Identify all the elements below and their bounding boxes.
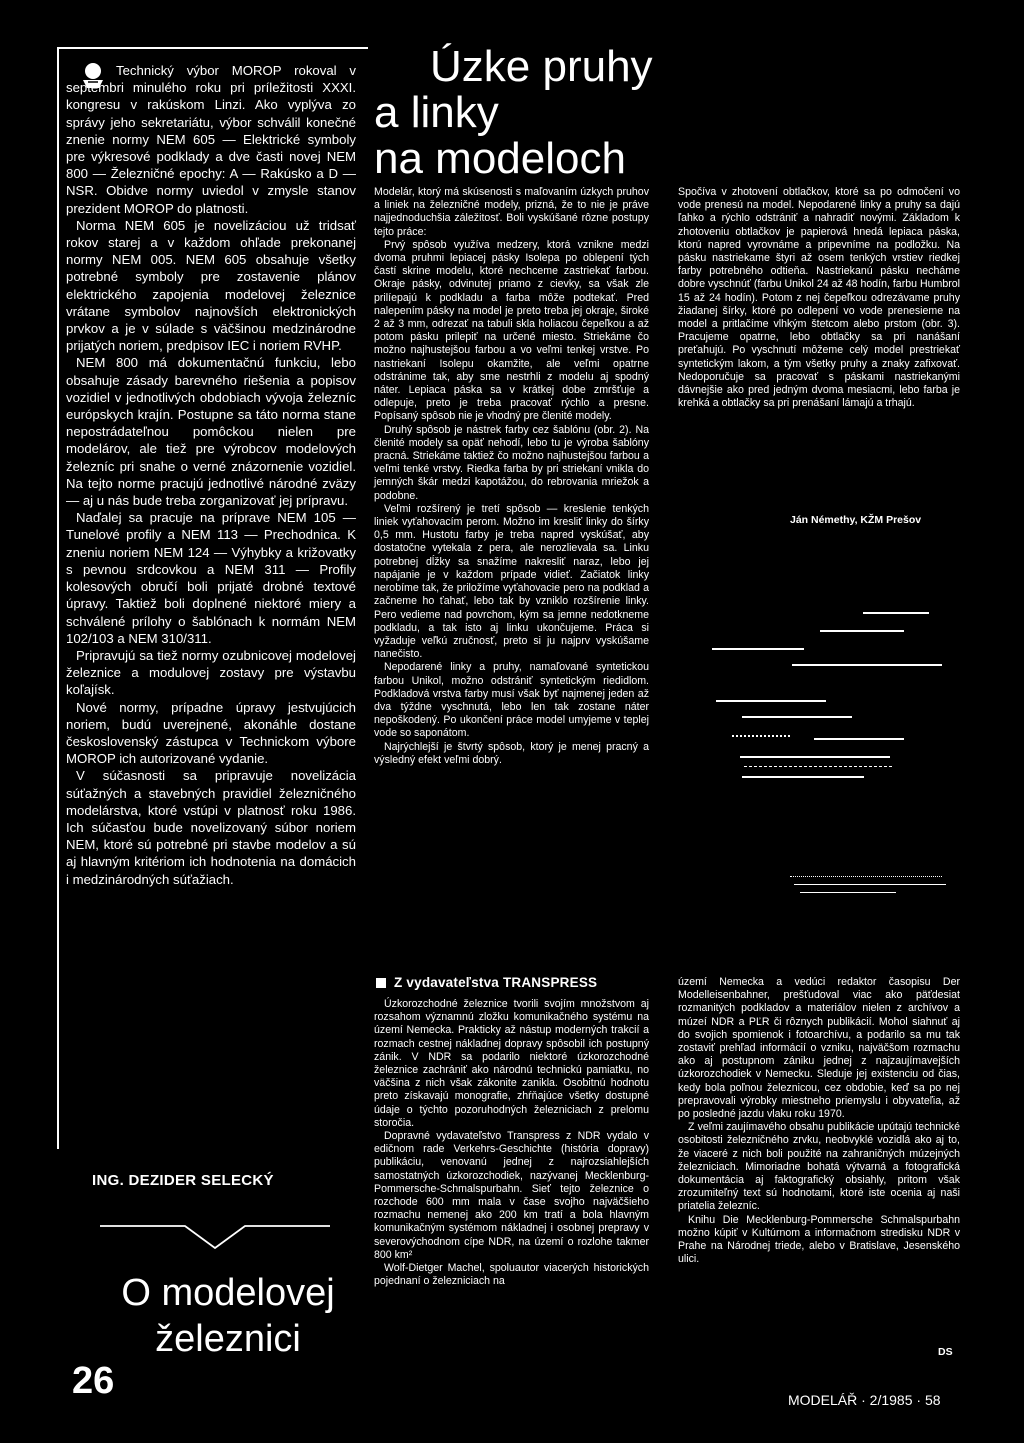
stripe-dashed-1 xyxy=(744,766,892,767)
bullet-square-icon xyxy=(376,978,386,988)
article-title-line1: Úzke pruhy xyxy=(430,42,653,91)
stripe-line-5 xyxy=(716,700,826,702)
transpress-col1-para-2: Dopravné vydavateľstvo Transpress z NDR vydalo v edičnom rade Verkehrs-Geschichte (história dopravy) publikáciu, venovanú jednej z najrozsiahlejších samostatných úzkorozchodiek, nazývanej Mecklenburg-Pommersche-Schmalspurbahn. Sieť tejto železnice o rozchode 600 mm mala v čase svojho najväčšieho rozmachu nemenej ako 200 km tratí a bola hlavným komunikačným systémom nákladnej i osobnej prepravy v severovýchodnom cípe NDR, na území o rozlohe takmer 800 km² xyxy=(374,1130,649,1261)
article-col1-para-2: Prvý spôsob využíva medzery, ktorá vznikne medzi dvoma pruhmi lepiacej pásky Isolepa po oblepení tých častí skrine modelu, ktoré nechceme zastriekať farbou. Okraje pásky, odvinutej priamo z cievky, sa však zle prilíepajú k podkladu a farba môže podtekať. Pred nalepením pásky na model je preto treba jej okraje, široké 2 až 3 mm, odrezať na tabuli skla holiacou čepeľkou a až potom pásku prilepiť na určené miesto. Striekáme čo možno najhustejšou farbou a vo veľmi tenkej vrstve. Po nastriekaní Isolepu okamžite, ale veľmi opatrne odstránime tak, aby sme nestrhli z modelu aj spodný náter. Lepiaca páska sa v krátkej dobe zmršťuje a odlepuje, preto je treba pracovať rýchlo a presne. Popísaný spôsob nie je vhodný pre členité modely. xyxy=(374,238,649,423)
stripe-line-2 xyxy=(820,630,904,632)
stripe-line-9 xyxy=(742,776,864,778)
article-title-line3: na modeloch xyxy=(374,134,626,183)
transpress-author: DS xyxy=(938,1346,953,1358)
left-paragraph-6: Nové normy, prípadne úpravy jestvujúcich noriem, budú uverejnené, akonáhle dostane československý zástupca v Technickom výbore MOROP ich autorizované vydanie. xyxy=(66,699,356,767)
left-column-text xyxy=(66,62,356,888)
article-author: Ján Némethy, KŽM Prešov xyxy=(790,514,922,526)
stripe-line-4 xyxy=(792,664,942,666)
article-col1-para-4: Veľmi rozšírený je tretí spôsob — kreslenie tenkých liniek vyťahovacím perom. Možno im kresliť linky do šírky 0,5 mm. Hustotu farby je treba napred vyskúšať, aby dostatočne vytekala z pera, ale nerozlievala sa. Linku potrebnej dĺžky sa snažíme nakresliť naraz, lebo jej napájanie je v každom prípade vidieť. Začiatok linky nerobíme tak, že priložíme vyťahovacie pero na podklad a začneme ho ťahať, lebo tak by vzniklo rozšírenie linky. Pero vedieme nad povrchom, kým sa jemne nedotkneme podkladu, a tak isto aj linku ukončujeme. Práca si vyžaduje veľkú zručnosť, preto si ju najprv vyskúšame nanečisto. xyxy=(374,502,649,661)
left-paragraph-4: Naďalej sa pracuje na príprave NEM 105 — Tunelové profily a NEM 113 — Prechodnica. K zneniu noriem NEM 124 — Výhybky a križovatky s pevnou srdcovkou a NEM 311 — Profily kolesových obručí boli prijaté drobné textové úpravy. Taktiež boli doplnené niektoré miery a schválené prílohy o šablónach k normám NEM 102/103 a NEM 310/311. xyxy=(66,510,356,646)
article-col1-para-5: Nepodarené linky a pruhy, namaľované syntetickou farbou Unikol, možno odstrániť syntetickým riedidlom. Podkladová vrstva farby musí však byť najmenej jeden až dva týždne vyschnutá, lebo len tak zostane náter nepoškodený. Po ukončení práce model umyjeme v teplej vode so saponátom. xyxy=(374,661,649,740)
stripe-dotted-2 xyxy=(790,876,942,877)
article-title-line2: a linky xyxy=(374,88,499,137)
section-title-line2: železnici xyxy=(155,1318,301,1360)
stripe-line-7 xyxy=(814,738,904,740)
stripe-line-11 xyxy=(800,892,896,893)
left-paragraph-5: Pripravujú sa tiež normy ozubnicovej modelovej železnice a modulovej zostavy pre výstavbu koľajísk. xyxy=(66,647,356,698)
v-divider xyxy=(100,1210,330,1250)
section-title xyxy=(98,1270,358,1362)
article-column-2 xyxy=(678,186,960,410)
article-title xyxy=(374,44,664,182)
transpress-col1-para-3: Wolf-Dietger Machel, spoluautor viacerých historických pojednaní o železniciach na xyxy=(374,1262,649,1288)
transpress-column-2 xyxy=(678,976,960,1266)
transpress-col2-para-3: Knihu Die Mecklenburg-Pommersche Schmalspurbahn možno kúpiť v Kultúrnom a informačnom stredisku NDR v Prahe na Národnej triede, alebo v Bratislave, Jesenského ulici. xyxy=(678,1213,960,1266)
transpress-col2-para-2: Z veľmi zaujímavého obsahu publikácie upútajú technické osobitosti železničného zrvku, neobvyklé vozidlá ako aj to, že viaceré z nich boli použité na zahraničných múzejných železniciach. Mimoriadne bohatá výtvarná a fotografická dokumentácia aj faktografický obsiahly, pritom však zrozumiteľný text sú hodnotami, ktoré iste ocenia aj naši priatelia železníc. xyxy=(678,1121,960,1213)
transpress-heading-text: Z vydavateľstva TRANSPRESS xyxy=(394,975,598,990)
left-paragraph-3: NEM 800 má dokumentačnú funkciu, lebo obsahuje zásady barevného riešenia a popisov vozidiel v jednotlivých obdobiach vývoja železníc európskych krajín. Postupne sa táto norma stane nepostrádateľnou pomôckou nielen pre modelárov, ale tiež pre výrobcov modelových železníc pri snahe o verné znázornenie vozidiel. Na tejto norme pracujú jednotlivé národné zväzy — aj u nás bude treba zorganizovať jej prípravu. xyxy=(66,355,356,509)
article-col2-para-1: Spočíva v zhotovení obtlačkov, ktoré sa po odmočení vo vode prenesú na model. Nepodarené linky a pruhy sa dajú ľahko a rýchlo odstrániť a nahradiť novými. Základom k zhotoveniu obtlačkov je papierová hnedá lepiaca páska, ktorú napred vyrovnáme a pripevníme na podložku. Na pásku nastriekame štyri až osem tenkých vrstiev riedkej farby potrebného odtieňa. Nastriekanú pásku necháme dobre vyschnúť (farbu Unikol 24 až 48 hodín, farbu Humbrol 15 až 24 hodín). Potom z nej čepeľkou odrezávame pruhy žiadanej šírky, ktoré po odlepení vo vode prenesieme na model a pritlačíme vlhkým štetcom alebo prstom (obr. 3). Pracujeme opatrne, lebo obtlačky sa pri nanášaní preťahujú. Po vyschnutí môžeme celý model prestriekať syntetickým lakom, a tým všetky pruhy a znaky zafixovať. Nedoporučuje sa pracovať s páskami nastriekanými dávnejšie ako pred jedným dvoma mesiacmi, lebo farba je krehká a obtlačky sa pri prenášaní lámajú a trhajú. xyxy=(678,186,960,410)
page-number: 26 xyxy=(72,1360,115,1402)
stripe-line-6 xyxy=(742,716,852,718)
article-col1-para-6: Najrýchlejší je štvrtý spôsob, ktorý je menej pracný a výsledný efekt veľmi dobrý. xyxy=(374,740,649,766)
left-paragraph-2: Norma NEM 605 je novelizáciou už tridsať rokov starej a v každom ohľade prekonanej normy NEM 005. NEM 605 obsahuje všetky potrebné symboly pre zostavenie plánov elektrického zapojenia modelovej železnice vrátane symbolov najnovších elektronických prvkov a je v súlade s väčšinou medzinárodne prijatých noriem, predpisov IEC i noriem RVHP. xyxy=(66,217,356,354)
left-author: ING. DEZIDER SELECKÝ xyxy=(92,1172,274,1189)
article-col1-para-1: Modelár, ktorý má skúsenosti s maľovaním úzkych pruhov a liniek na železničné modely, prizná, že to nie je práve najjednoduchšia záležitosť. Boli vyskúšané rôzne postupy tejto práce: xyxy=(374,186,649,238)
transpress-col2-para-1: území Nemecka a vedúci redaktor časopisu Der Modelleisenbahner, prešťudoval viac ako päťdesiat rozmanitých podkladov a materiálov nielen z archívov a múzeí NDR a PĽR či rôznych publikácií. Mohol siahnuť aj do svojich spomienok i fotoarchívu, a podarilo sa mu tak zostaviť prehľad informácií o vzniku, najväčšom rozmachu ako aj postupnom zániku jednej z najzaujímavejších úzkorozchodiek v Nemecku. Sleduje jej existenciu od čias, kedy bola poľnou železnicou, cez obdobie, keď sa po nej prepravovali výrobky miestneho priemyslu i obyvateľia, až po posledné jazdu vlaku roku 1970. xyxy=(678,976,960,1121)
magazine-footer: MODELÁŘ · 2/1985 · 58 xyxy=(788,1392,941,1408)
stripe-line-3 xyxy=(712,648,804,650)
section-title-line1: O modelovej xyxy=(121,1272,335,1314)
stripe-line-8 xyxy=(740,756,890,758)
transpress-heading xyxy=(376,975,597,990)
stripe-line-10 xyxy=(794,884,946,885)
article-column-1 xyxy=(374,186,649,767)
transpress-column-1 xyxy=(374,998,649,1288)
stripe-dotted-1 xyxy=(732,735,790,737)
transpress-col1-para-1: Úzkorozchodné železnice tvorili svojím množstvom aj rozsahom významnú zložku komunikačného systému na území Nemecka. Prakticky až nástup moderných trakcií a rozmach cestnej nákladnej dopravy spôsobil ich postupný zánik. V NDR sa podarilo niektoré úzkorozchodné železnice zachrániť ako národnú technickú pamiatku, no väčšina z nich však zákonite zanikla. Osobitnú hodnotu preto získavajú monografie, zhŕňajúce všetky dostupné údaje o týchto pozoruhodných železniciach z prelomu storočia. xyxy=(374,998,649,1129)
left-paragraph-7: V súčasnosti sa pripravuje novelizácia súťažných a stavebných pravidiel železničného modelárstva, ktoré vstúpi v platnosť roku 1986. Ich súčasťou bude novelizovaný súbor noriem NEM, ktoré sú potrebné pri stavbe modelov a sú aj hlavným kritériom ich hodnotenia na domácich i medzinárodných súťažiach. xyxy=(66,768,356,887)
left-paragraph-1: Technický výbor MOROP rokoval v septembri minulého roku pri príležitosti XXXI. kongresu v rakúskom Linzi. Ako vyplýva zo správy jeho sekretariátu, výbor schválil konečné znenie normy NEM 605 — Elektrické symboly pre výkresové podklady a dve časti novej NEM 800 — Železničné epochy: A — Rakúsko a D — NSR. Obidve normy uviedol v zmysle stanov prezident MOROP do platnosti. xyxy=(66,63,356,216)
stripe-line-1 xyxy=(863,612,929,614)
article-col1-para-3: Druhý spôsob je nástrek farby cez šablónu (obr. 2). Na členité modely sa opäť nehodí, lebo tu je výroba šablóny pracná. Striekáme taktiež čo možno najhustejšou farbou a veľmi tenké vrstvy. Riedka farba by pri striekaní vnikla do jemných škár medzi kapotážou, do rebrovania mriežok a podobne. xyxy=(374,423,649,502)
